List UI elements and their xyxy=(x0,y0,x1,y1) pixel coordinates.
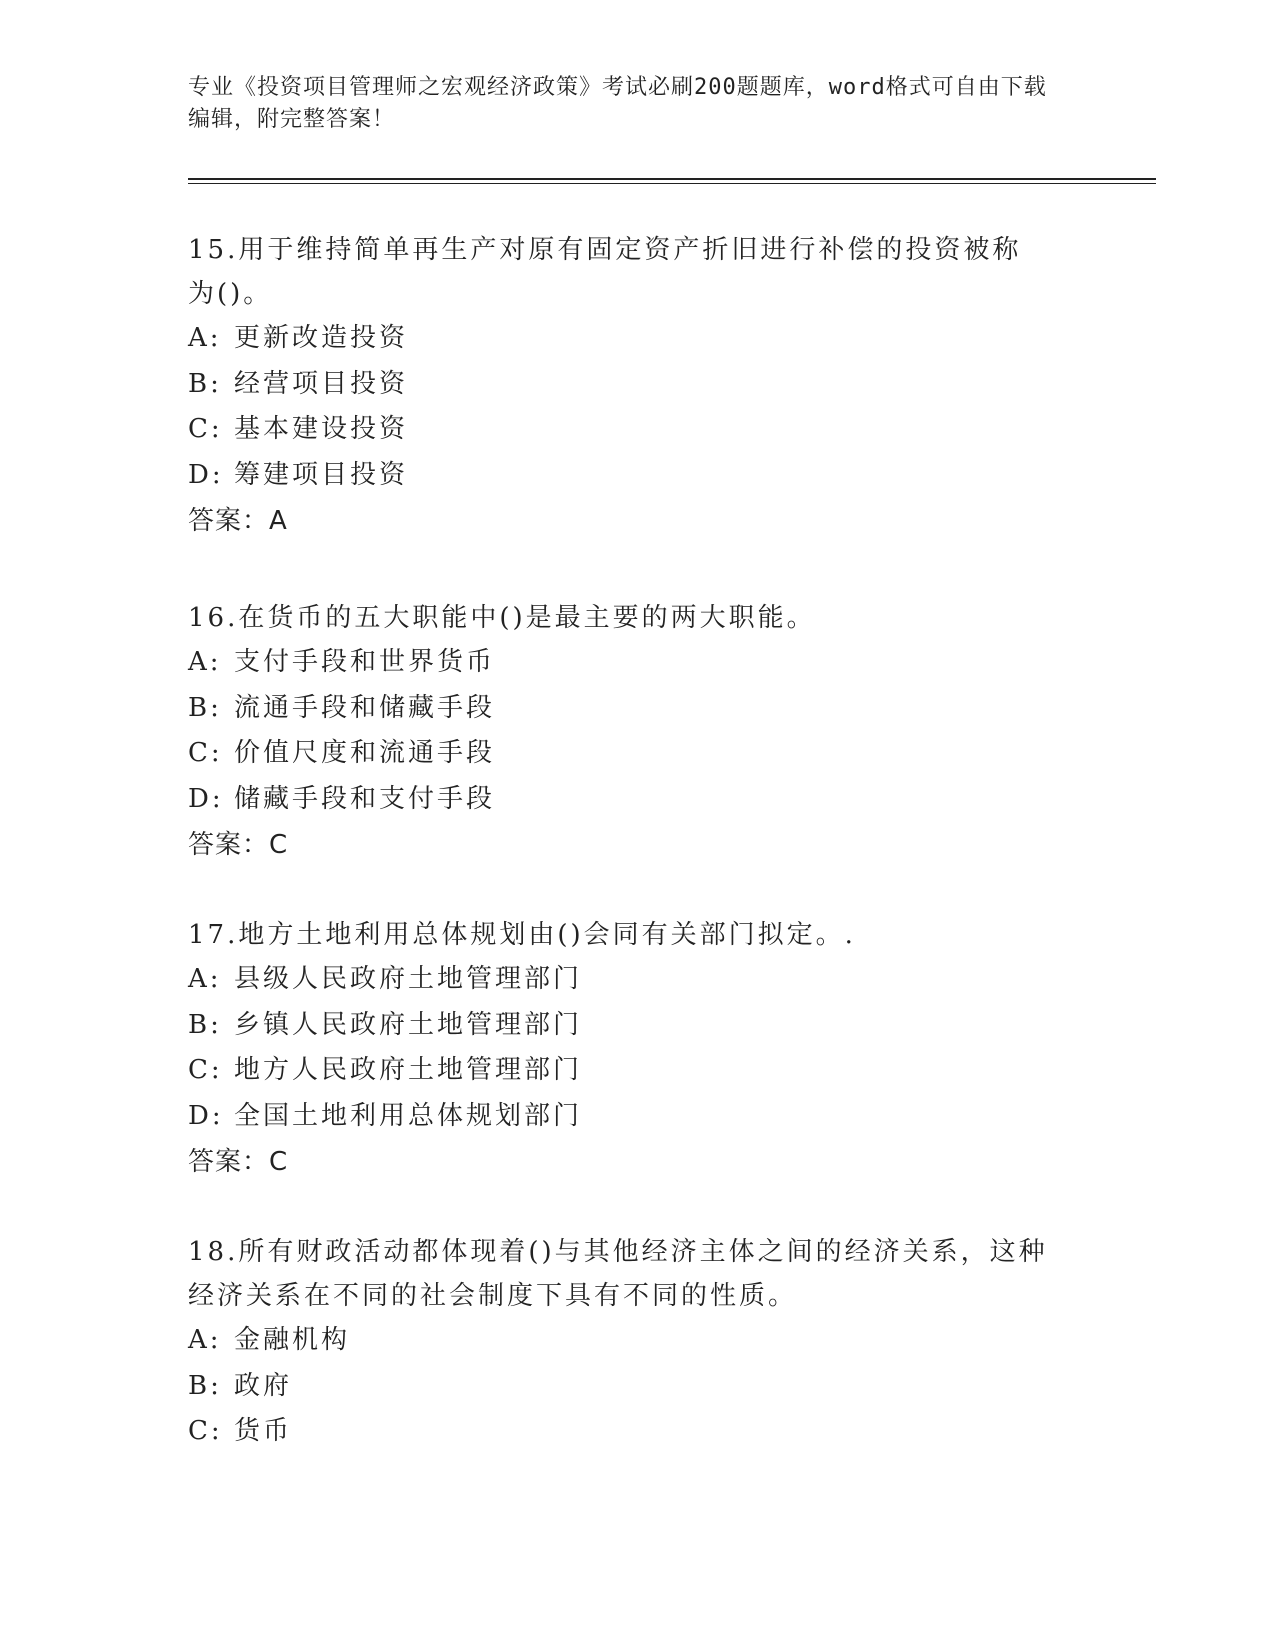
header-divider xyxy=(188,178,1156,180)
option-letter: B: xyxy=(188,692,222,723)
option-letter: B: xyxy=(188,1370,222,1401)
option-text: 支付手段和世界货币 xyxy=(234,647,496,677)
question-16 xyxy=(188,596,1088,868)
answer-label: 答案：C xyxy=(188,1147,289,1177)
option-c xyxy=(188,1409,1088,1455)
option-a xyxy=(188,1318,1088,1364)
question-18 xyxy=(188,1230,1088,1455)
option-text: 筹建项目投资 xyxy=(234,459,409,490)
option-text: 基本建设投资 xyxy=(234,414,409,444)
option-c xyxy=(188,1048,1088,1094)
option-b xyxy=(188,362,1088,408)
answer-label: 答案：A xyxy=(188,506,288,536)
option-letter: B: xyxy=(188,1009,222,1040)
option-list xyxy=(188,1318,1088,1455)
question-17 xyxy=(188,913,1088,1185)
option-text: 流通手段和储藏手段 xyxy=(234,692,496,723)
option-letter: A: xyxy=(188,1325,222,1355)
option-letter: A: xyxy=(188,647,222,677)
option-letter: C: xyxy=(188,414,223,444)
option-b xyxy=(188,1003,1088,1049)
option-letter: D: xyxy=(188,783,224,814)
option-a xyxy=(188,640,1088,686)
option-letter: C: xyxy=(188,738,223,768)
option-d xyxy=(188,1094,1088,1140)
document-header: 专业《投资项目管理师之宏观经济政策》考试必刷200题题库，word格式可自由下载编辑，附完整答案！ xyxy=(188,75,1047,132)
option-list xyxy=(188,640,1088,822)
option-text: 地方人民政府土地管理部门 xyxy=(234,1055,583,1085)
option-b xyxy=(188,686,1088,732)
option-d xyxy=(188,453,1088,499)
option-letter: C: xyxy=(188,1416,223,1446)
header-divider-thin xyxy=(188,183,1156,184)
option-c xyxy=(188,407,1088,453)
option-text: 政府 xyxy=(234,1370,293,1401)
option-letter: D: xyxy=(188,1100,224,1131)
option-d xyxy=(188,777,1088,823)
option-text: 全国土地利用总体规划部门 xyxy=(234,1100,583,1131)
option-text: 价值尺度和流通手段 xyxy=(234,738,496,768)
option-letter: A: xyxy=(188,323,222,353)
option-a xyxy=(188,957,1088,1003)
question-15 xyxy=(188,228,1088,544)
option-text: 储藏手段和支付手段 xyxy=(234,783,496,814)
answer-label: 答案：C xyxy=(188,830,289,860)
question-text: 17.地方土地利用总体规划由()会同有关部门拟定。. xyxy=(188,920,856,950)
question-text: 16.在货币的五大职能中()是最主要的两大职能。 xyxy=(188,603,816,633)
option-letter: A: xyxy=(188,964,222,994)
option-letter: C: xyxy=(188,1055,223,1085)
option-text: 货币 xyxy=(234,1416,293,1446)
option-text: 县级人民政府土地管理部门 xyxy=(234,964,583,994)
option-letter: B: xyxy=(188,368,222,399)
option-list xyxy=(188,957,1088,1139)
option-text: 金融机构 xyxy=(234,1325,351,1355)
option-text: 更新改造投资 xyxy=(234,323,409,353)
option-text: 经营项目投资 xyxy=(234,368,409,399)
option-c xyxy=(188,731,1088,777)
option-list xyxy=(188,316,1088,498)
option-b xyxy=(188,1364,1088,1410)
question-text: 15.用于维持简单再生产对原有固定资产折旧进行补偿的投资被称为()。 xyxy=(188,235,1022,309)
option-a xyxy=(188,316,1088,362)
question-text: 18.所有财政活动都体现着()与其他经济主体之间的经济关系，这种经济关系在不同的社会制度下具有不同的性质。 xyxy=(188,1237,1048,1311)
option-letter: D: xyxy=(188,459,224,490)
option-text: 乡镇人民政府土地管理部门 xyxy=(234,1009,583,1040)
